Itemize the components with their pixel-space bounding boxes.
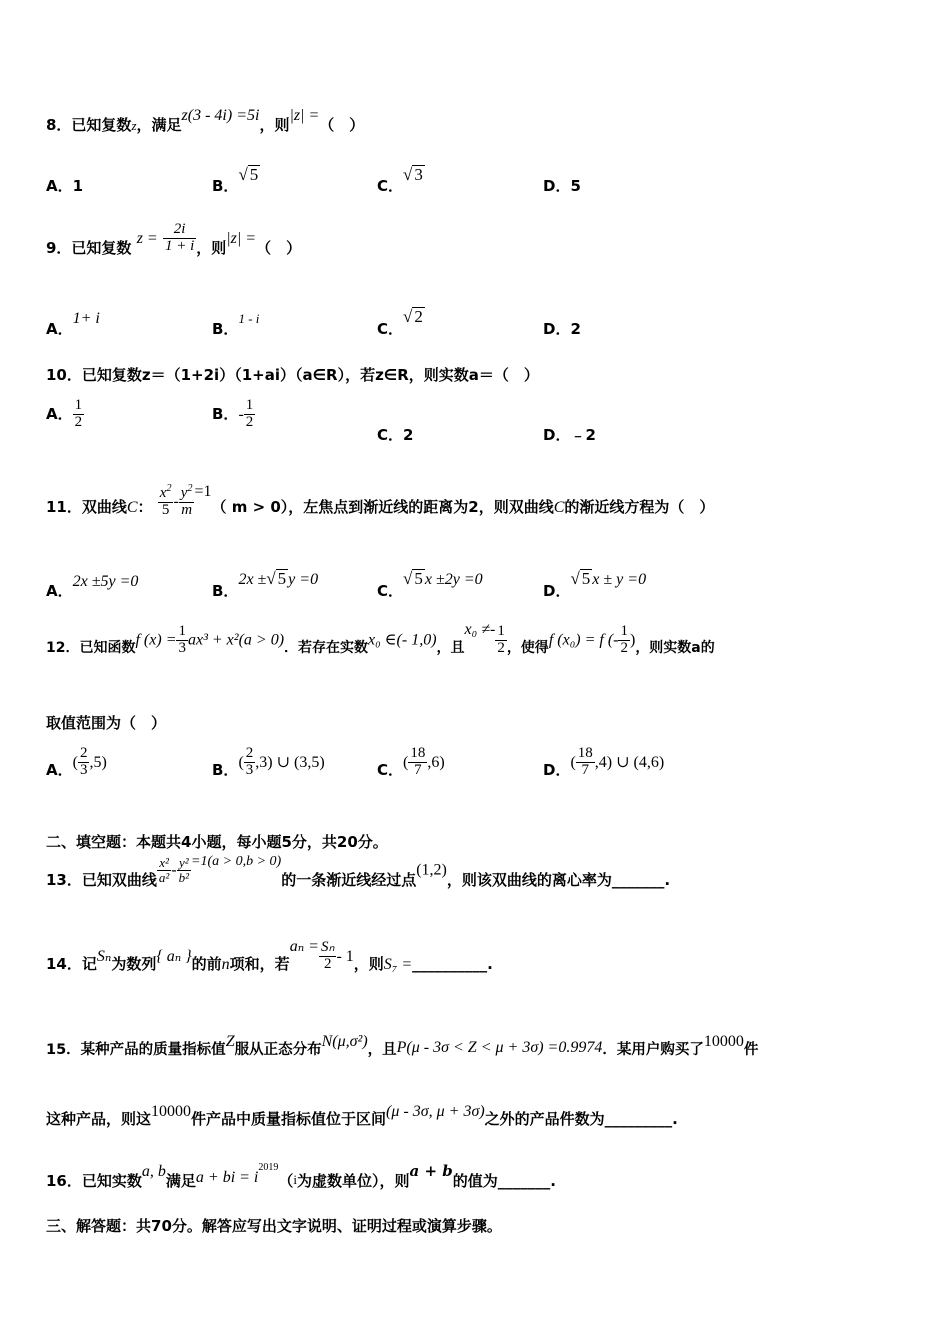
question-15-line2: 这种产品，则这10000件产品中质量指标值位于区间(μ - 3σ, μ + 3σ)之外的产品件数为_________. (46, 1103, 678, 1128)
q10-option-c[interactable]: C．2 (377, 426, 414, 444)
q9-option-a[interactable]: A．1+ i (46, 310, 100, 338)
q12-option-b[interactable]: B．( $\frac{2}{3}$ ,3) ∪ (3,5) (212, 745, 325, 779)
q10-option-d[interactable]: D．﹣2 (543, 426, 596, 444)
q12-option-c[interactable]: C．( $\frac{18}{7}$ ,6) (377, 745, 445, 779)
q9-option-b[interactable]: B．1 - i (212, 311, 260, 338)
question-9: 9．已知复数 z = $\frac{2i}{1 + i}$ ，则|z| =（ ） (46, 221, 302, 257)
section-2-heading: 二、填空题：本题共4小题，每小题5分，共20分。 (46, 833, 388, 851)
question-12: 12．已知函数f (x) = $\frac{1}{3}$ ax³ + x²(a > 0)．若存在实数x₀ ∈(- 1,0)，且x₀ ≠- $\frac{1}{2}$ ，使得f (x₀) = f (- $\frac{1}{2}$ )，则实数a的 (46, 621, 715, 657)
q11-option-c[interactable]: C．√ 5 x ±2y =0 (377, 569, 483, 600)
q10-option-b[interactable]: B．- $\frac{1}{2}$ (212, 397, 254, 430)
q8-option-a[interactable]: A．1 (46, 177, 84, 195)
q8-option-c[interactable]: C．√ 3 (377, 165, 423, 195)
q12-option-a[interactable]: A．( $\frac{2}{3}$ ,5) (46, 745, 107, 779)
q11-option-a[interactable]: A．2x ±5y =0 (46, 573, 139, 600)
sqrt-symbol: √ (403, 307, 413, 326)
question-8: 8．已知复数z，满足z(3 - 4i) =5i，则|z| =（ ） (46, 107, 365, 134)
question-11: 11．双曲线C： $\frac{x^2}{5}$ - $\frac{y^2}{m}$ =1（ m > 0），左焦点到渐近线的距离为2，则双曲线C的渐近线方程为（ ） (46, 482, 715, 518)
q12-option-d[interactable]: D．( $\frac{18}{7}$ ,4) ∪ (4,6) (543, 745, 665, 779)
sqrt-symbol: √ (403, 569, 413, 588)
section-3-heading: 三、解答题：共70分。解答应写出文字说明、证明过程或演算步骤。 (46, 1217, 502, 1235)
sqrt-symbol: √ (266, 569, 276, 588)
q9-option-c[interactable]: C．√ 2 (377, 307, 423, 338)
q10-option-a[interactable]: A． $\frac{1}{2}$ (46, 397, 83, 430)
q11-option-d[interactable]: D．√ 5 x ± y =0 (543, 569, 647, 600)
q11-option-b[interactable]: B．2x ±√ 5 y =0 (212, 569, 319, 600)
sqrt-symbol: √ (238, 165, 248, 184)
sqrt-symbol: √ (403, 165, 413, 184)
question-14: 14．记Sₙ为数列{ aₙ }的前n项和，若aₙ = $\frac{\text{Sₙ}}{2}$ - 1，则S₇ =__________. (46, 937, 493, 973)
question-13: 13．已知双曲线 $\frac{\text{x²}}{\text{a²}}$ - $\frac{\text{y²}}{\text{b²}}$ =1(a > 0,b > 0)的一条渐近线经过点(1,2)，则该双曲线的离心率为_______. (46, 853, 671, 889)
q9-option-d[interactable]: D．2 (543, 320, 581, 338)
q8-option-d[interactable]: D．5 (543, 177, 581, 195)
q8-option-b[interactable]: B．√ 5 (212, 165, 259, 195)
question-10: 10．已知复数z＝（1+2i）（1+ai）（a∈R），若z∈R，则实数a＝（ ） (46, 366, 539, 384)
question-16: 16．已知实数a, b满足a + bi = $i^{2019}(i$为虚数单位），则a + b的值为_______. (46, 1162, 556, 1190)
question-12-line2: 取值范围为（ ） (46, 714, 167, 732)
sqrt-symbol: √ (570, 569, 580, 588)
question-15: 15．某种产品的质量指标值Z服从正态分布N(μ,σ²)，且P(μ - 3σ < Z < μ + 3σ) =0.9974．某用户购买了10000件 (46, 1033, 759, 1058)
q9-fraction: $\frac{2i}{1 + i}$ (164, 221, 195, 254)
